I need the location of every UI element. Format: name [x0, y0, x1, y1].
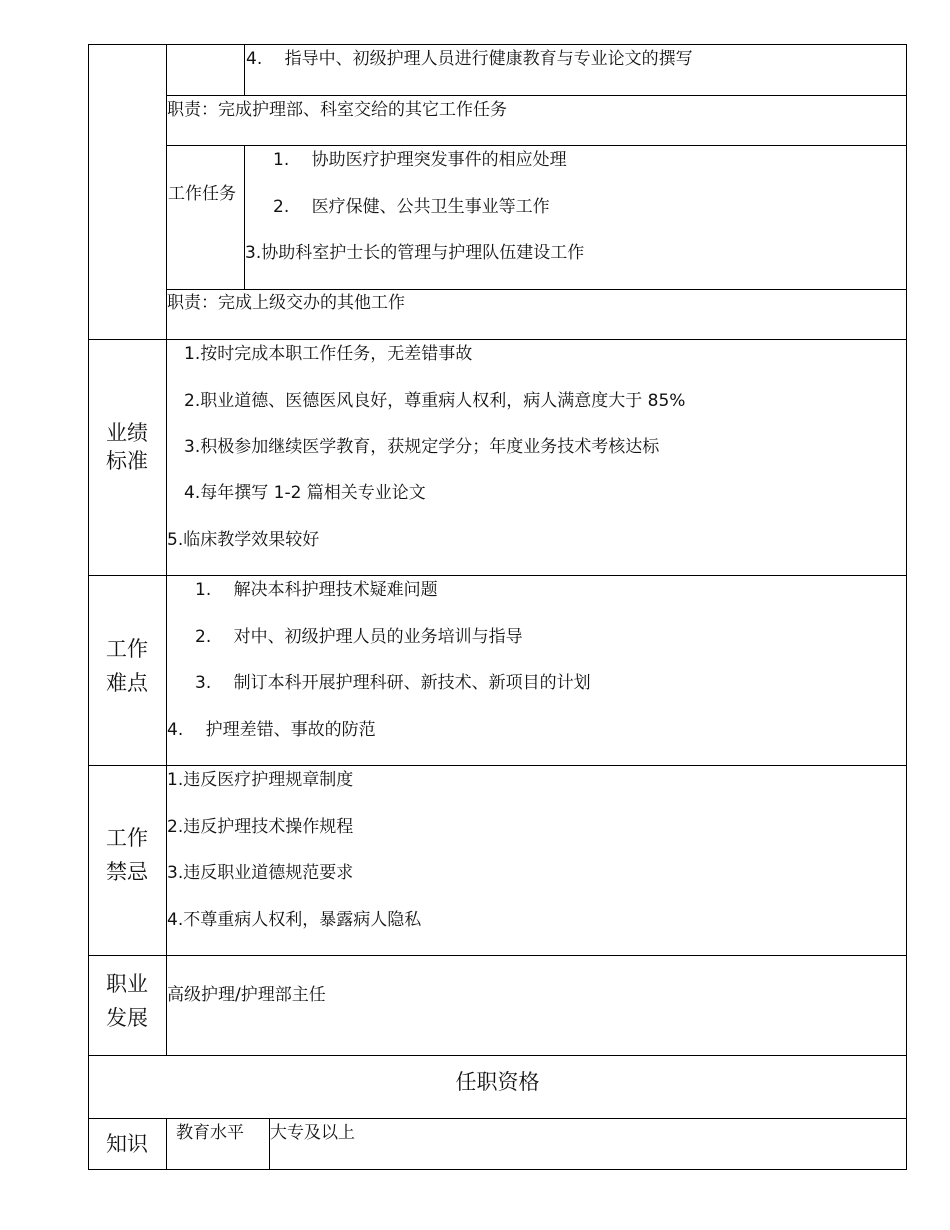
difficulty-item-2: 2. 对中、初级护理人员的业务培训与指导: [195, 627, 523, 647]
taboo-item-1: 1.违反医疗护理规章制度: [167, 770, 354, 790]
row-divider: [166, 289, 907, 290]
performance-item-5: 5.临床教学效果较好: [167, 530, 320, 550]
difficulty-item-3: 3. 制订本科开展护理科研、新技术、新项目的计划: [195, 673, 591, 693]
section-divider: [88, 1055, 907, 1056]
duty-superior: 职责：完成上级交办的其他工作: [167, 293, 405, 313]
taboo-item-3: 3.违反职业道德规范要求: [167, 863, 354, 883]
section-divider: [88, 765, 907, 766]
sublabel-divider-task: [244, 145, 245, 289]
duty-other-dept: 职责：完成护理部、科室交给的其它工作任务: [167, 100, 507, 120]
section-divider: [88, 575, 907, 576]
performance-item-1: 1.按时完成本职工作任务，无差错事故: [184, 344, 473, 364]
task-item-3: 3.协助科室护士长的管理与护理队伍建设工作: [245, 243, 585, 263]
sublabel-divider-top: [244, 44, 245, 95]
career-value: 高级护理/护理部主任: [167, 985, 326, 1005]
taboos-label: 工作禁忌: [106, 826, 148, 884]
difficulties-label: 工作难点: [106, 637, 148, 695]
performance-item-3: 3.积极参加继续医学教育，获规定学分；年度业务技术考核达标: [184, 437, 660, 457]
section-divider: [88, 955, 907, 956]
performance-item-4: 4.每年撰写 1-2 篇相关专业论文: [184, 483, 426, 503]
difficulty-item-4: 4. 护理差错、事故的防范: [167, 720, 376, 740]
label-column-divider: [166, 44, 167, 1056]
duty-item-4: 4. 指导中、初级护理人员进行健康教育与专业论文的撰写: [246, 49, 693, 69]
difficulty-item-1: 1. 解决本科护理技术疑难问题: [195, 580, 438, 600]
section-divider: [88, 1118, 907, 1119]
career-label: 职业发展: [106, 972, 148, 1030]
row-divider: [166, 145, 907, 146]
taboo-item-2: 2.违反护理技术操作规程: [167, 817, 354, 837]
education-label: 教育水平: [176, 1123, 244, 1143]
performance-label: 业绩标准: [106, 421, 148, 473]
task-label: 工作任务: [168, 184, 236, 204]
performance-item-2: 2.职业道德、医德医风良好，尊重病人权利，病人满意度大于 85%: [184, 391, 686, 411]
section-divider: [88, 339, 907, 340]
taboo-item-4: 4.不尊重病人权利，暴露病人隐私: [167, 910, 422, 930]
qualification-title: 任职资格: [455, 1070, 540, 1094]
education-value: 大专及以上: [270, 1123, 355, 1143]
knowledge-divider: [166, 1118, 167, 1170]
row-divider: [166, 95, 907, 96]
task-item-2: 2. 医疗保健、公共卫生事业等工作: [273, 197, 550, 217]
knowledge-label: 知识: [106, 1132, 148, 1156]
task-item-1: 1. 协助医疗护理突发事件的相应处理: [273, 150, 567, 170]
